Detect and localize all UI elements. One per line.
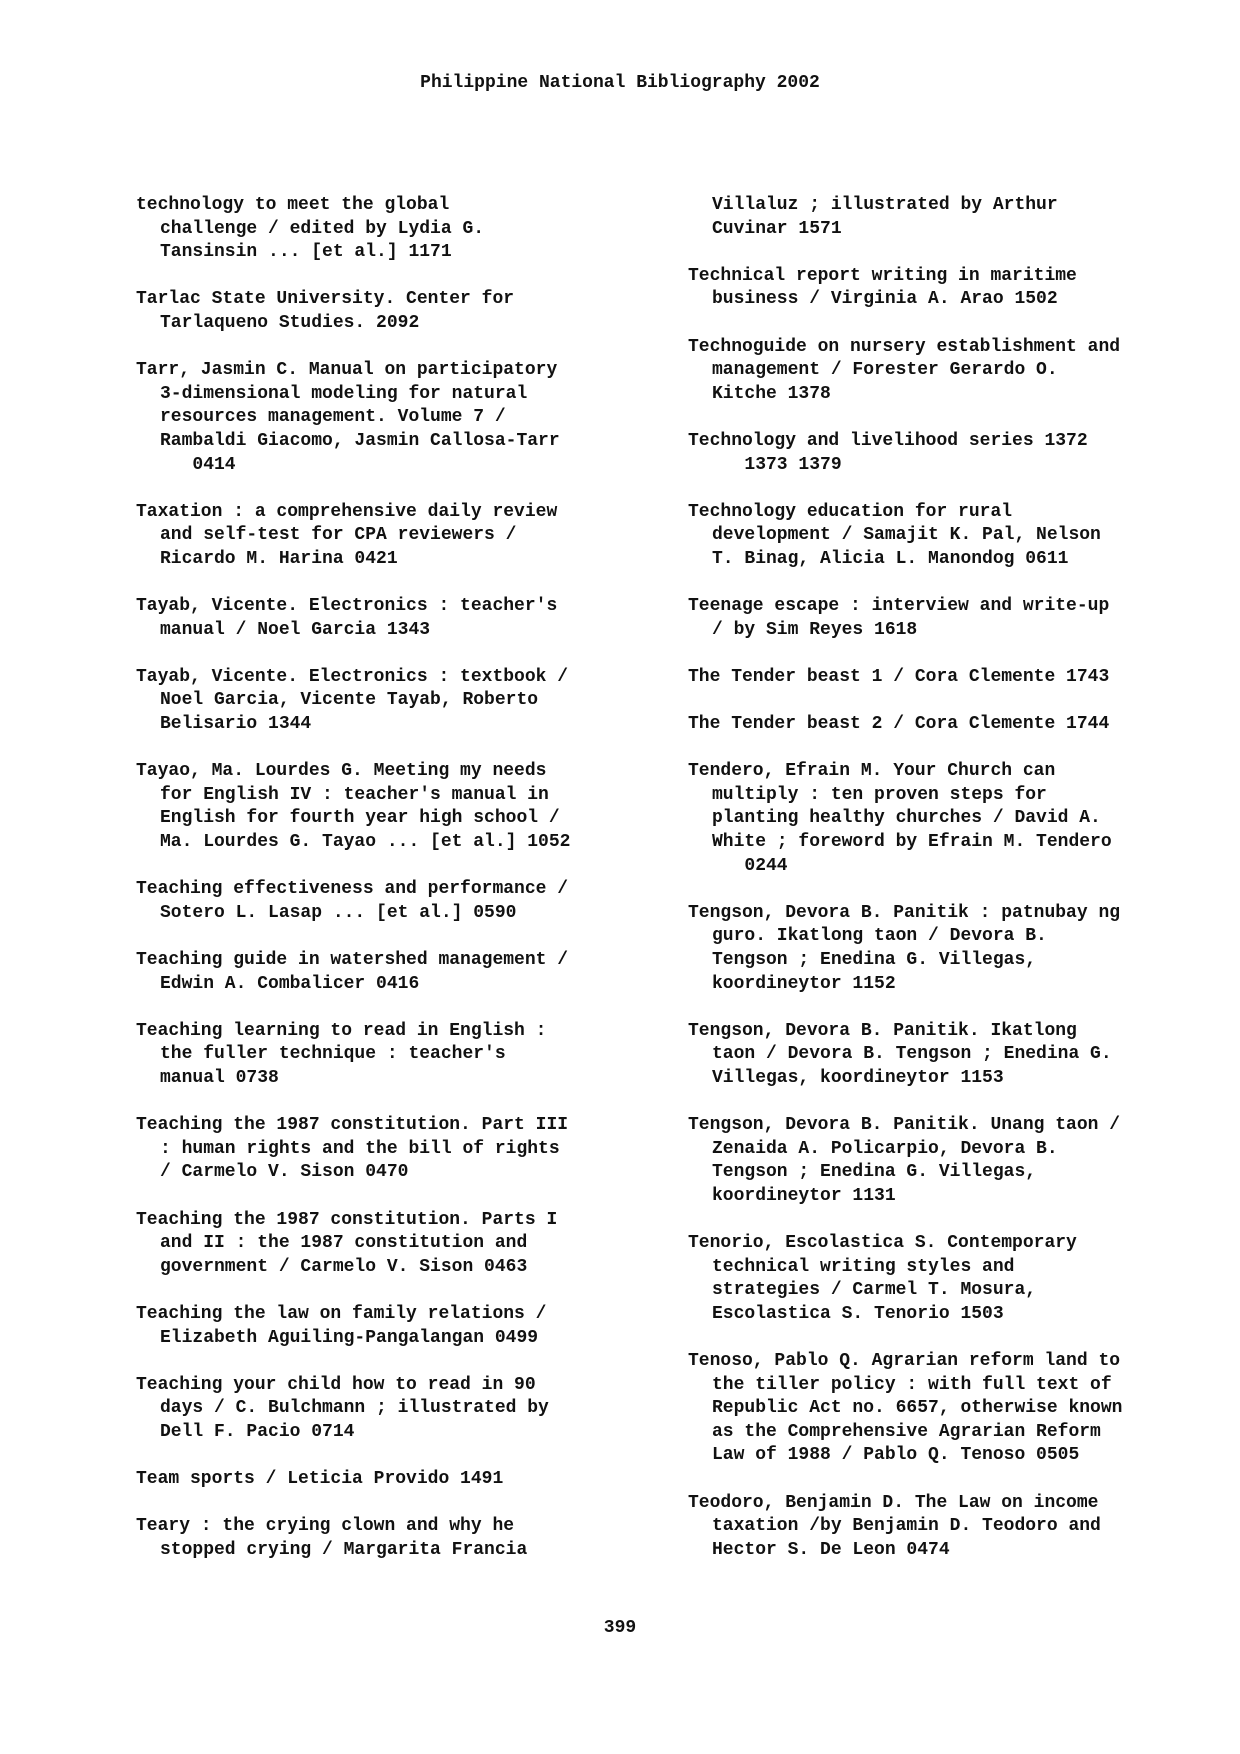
bibliography-entry: Tayab, Vicente. Electronics : teacher's manual / Noel Garcia 1343 — [136, 596, 558, 640]
bibliography-entry: Teaching the law on family relations / Elizabeth Aguiling-Pangalangan 0499 — [136, 1303, 547, 1348]
right-column — [688, 194, 1240, 1586]
bibliography-entry: Tengson, Devora B. Panitik. Ikatlong taon / Devora B. Tengson ; Enedina G. Villegas, koordineytor 1153 — [688, 1020, 1112, 1088]
bibliography-entry: Technical report writing in maritime business / Virginia A. Arao 1502 — [688, 265, 1077, 310]
bibliography-entry: Tarlac State University. Center for Tarlaqueno Studies. 2092 — [136, 289, 515, 333]
bibliography-entry: The Tender beast 1 / Cora Clemente 1743 — [688, 666, 1110, 687]
bibliography-entry: technology to meet the global challenge / edited by Lydia G. Tansinsin ... [et al.] 1171 — [136, 195, 485, 263]
bibliography-entry: Teaching learning to read in English : the fuller technique : teacher's manual 0738 — [136, 1020, 547, 1088]
bibliography-entry: Tenoso, Pablo Q. Agrarian reform land to the tiller policy : with full text of Republic Act no. 6657, otherwise known as the Comprehensive Agrarian Reform Law of 1988 / Pablo Q. Tenoso 0505 — [688, 1351, 1123, 1466]
bibliography-entry-continued: Villaluz ; illustrated by Arthur Cuvinar 1571 — [712, 195, 1058, 239]
bibliography-entry: Technology and livelihood series 1372 1373 1379 — [688, 430, 1088, 475]
bibliography-entry: Tayao, Ma. Lourdes G. Meeting my needs for English IV : teacher's manual in English for fourth year high school / Ma. Lourdes G. Tayao ... [et al.] 1052 — [136, 761, 571, 853]
bibliography-entry: Technoguide on nursery establishment and management / Forester Gerardo O. Kitche 1378 — [688, 336, 1121, 404]
bibliography-entry: Teaching effectiveness and performance / Sotero L. Lasap ... [et al.] 0590 — [136, 879, 569, 923]
bibliography-entry: Tayab, Vicente. Electronics : textbook / Noel Garcia, Vicente Tayab, Roberto Belisario 1344 — [136, 666, 569, 735]
bibliography-entry: Teaching the 1987 constitution. Part III : human rights and the bill of rights / Carmelo V. Sison 0470 — [136, 1115, 569, 1183]
left-column — [136, 194, 696, 1586]
bibliography-entry: Tengson, Devora B. Panitik. Unang taon / Zenaida A. Policarpio, Devora B. Tengson ; Enedina G. Villegas, koordineytor 1131 — [688, 1115, 1121, 1206]
bibliography-entry: Teenage escape : interview and write-up / by Sim Reyes 1618 — [688, 596, 1110, 640]
bibliography-entry: Taxation : a comprehensive daily review and self-test for CPA reviewers / Ricardo M. Harina 0421 — [136, 501, 558, 569]
page-number: 399 — [603, 1618, 637, 1638]
bibliography-entry: Teaching guide in watershed management / Edwin A. Combalicer 0416 — [136, 950, 569, 994]
bibliography-entry: Teodoro, Benjamin D. The Law on income taxation /by Benjamin D. Teodoro and Hector S. De Leon 0474 — [688, 1492, 1101, 1560]
bibliography-entry: Tendero, Efrain M. Your Church can multiply : ten proven steps for planting healthy churches / David A. White ; foreword by Efrain M. Tendero 0244 — [688, 761, 1112, 876]
bibliography-entry: Teary : the crying clown and why he stopped crying / Margarita Francia — [136, 1516, 528, 1560]
bibliography-entry: Team sports / Leticia Provido 1491 — [136, 1469, 504, 1490]
bibliography-entry: The Tender beast 2 / Cora Clemente 1744 — [688, 714, 1110, 735]
bibliography-entry: Teaching the 1987 constitution. Parts I and II : the 1987 constitution and government / Carmelo V. Sison 0463 — [136, 1209, 558, 1277]
bibliography-entry: Teaching your child how to read in 90 days / C. Bulchmann ; illustrated by Dell F. Pacio 0714 — [136, 1374, 549, 1442]
bibliography-entry: Tarr, Jasmin C. Manual on participatory 3-dimensional modeling for natural resources management. Volume 7 / Rambaldi Giacomo, Jasmin Callosa-Tarr 0414 — [136, 360, 560, 475]
bibliography-entry: Tenorio, Escolastica S. Contemporary technical writing styles and strategies / Carmel T. Mosura, Escolastica S. Tenorio 1503 — [688, 1233, 1077, 1324]
bibliography-entry: Tengson, Devora B. Panitik : patnubay ng guro. Ikatlong taon / Devora B. Tengson ; Enedina G. Villegas, koordineytor 1152 — [688, 902, 1121, 994]
page-header: Philippine National Bibliography 2002 — [420, 73, 820, 93]
bibliography-entry: Technology education for rural development / Samajit K. Pal, Nelson T. Binag, Alicia L. Manondog 0611 — [688, 501, 1101, 569]
